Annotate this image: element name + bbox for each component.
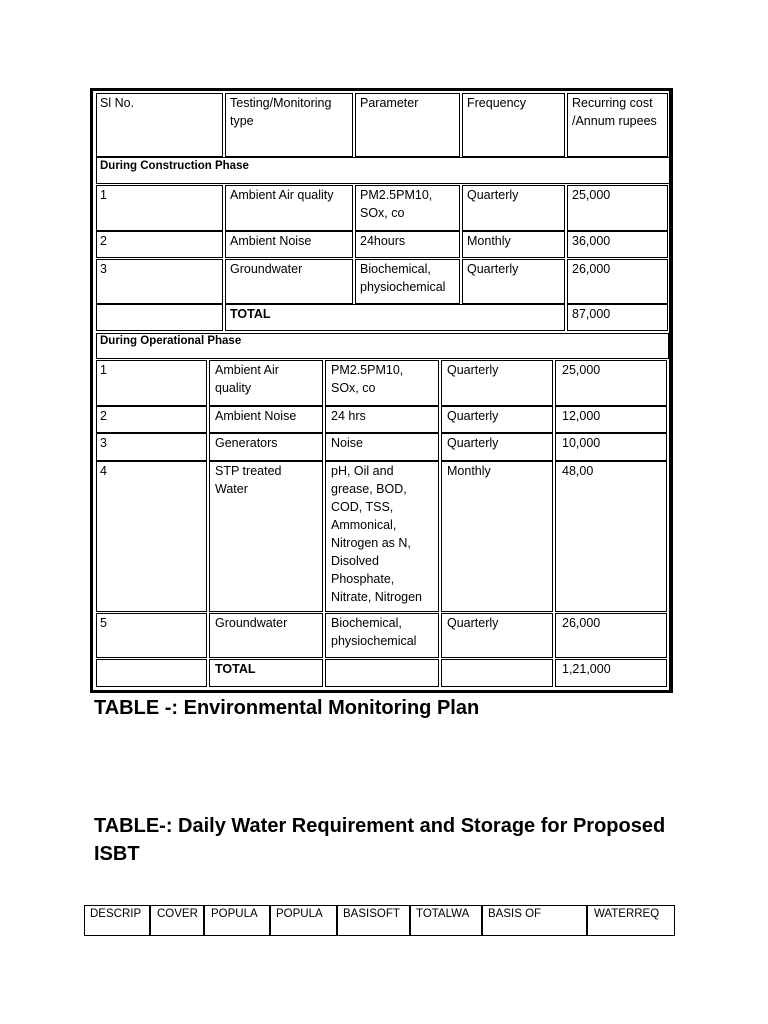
c3-sl: 3	[100, 262, 107, 276]
o1-cost: 25,000	[562, 363, 601, 377]
c1-freq: Quarterly	[467, 188, 519, 202]
construction-total-value: 87,000	[572, 307, 611, 321]
table-cell	[555, 461, 667, 612]
operational-total-label: TOTAL	[215, 662, 256, 676]
water-header-waterreq: WATERREQ	[594, 908, 660, 920]
operational-phase-label: During Operational Phase	[100, 335, 242, 347]
o4-sl: 4	[100, 464, 107, 478]
o1-freq: Quarterly	[447, 363, 499, 377]
c3-freq: Quarterly	[467, 262, 519, 276]
c2-freq: Monthly	[467, 234, 511, 248]
table-row	[96, 304, 223, 331]
c1-sl: 1	[100, 188, 107, 202]
header-frequency: Frequency	[467, 96, 527, 110]
table-row	[96, 231, 223, 258]
caption-water-requirement-line1: TABLE-: Daily Water Requirement and Storage for Proposed	[94, 815, 666, 837]
construction-total-label: TOTAL	[230, 307, 271, 321]
construction-phase-label: During Construction Phase	[100, 160, 249, 172]
o4-type: STP treated Water	[215, 464, 282, 496]
caption-water-requirement-line2: ISBT	[94, 843, 140, 865]
water-header-popula-1: POPULA	[211, 908, 258, 920]
table-row	[96, 406, 207, 433]
table-cell	[441, 659, 553, 687]
header-cost: Recurring cost /Annum rupees	[572, 96, 657, 128]
o5-param: Biochemical, physiochemical	[331, 616, 417, 648]
o4-param: pH, Oil and grease, BOD, COD, TSS, Ammonical, Nitrogen as N, Disolved Phosphate, Nitrate, Nitrogen	[331, 464, 423, 604]
o1-type: Ambient Air quality	[215, 363, 279, 395]
table-top-border	[90, 88, 673, 91]
table-row	[96, 360, 207, 406]
table-row	[96, 185, 223, 231]
water-header-descrip: DESCRIP	[90, 908, 142, 920]
table-left-border	[90, 88, 93, 693]
o5-type: Groundwater	[215, 616, 288, 630]
c3-type: Groundwater	[230, 262, 303, 276]
o1-sl: 1	[100, 363, 107, 377]
o4-freq: Monthly	[447, 464, 491, 478]
o2-freq: Quarterly	[447, 409, 499, 423]
o4-cost: 48,00	[562, 464, 594, 478]
o2-sl: 2	[100, 409, 107, 423]
c1-type: Ambient Air quality	[230, 188, 334, 202]
caption-environmental-monitoring-plan: TABLE -: Environmental Monitoring Plan	[94, 697, 480, 719]
o5-cost: 26,000	[562, 616, 601, 630]
table-bottom-border	[90, 690, 673, 693]
table-cell	[225, 304, 565, 331]
c3-param: Biochemical, physiochemical	[360, 262, 446, 294]
c2-cost: 36,000	[572, 234, 611, 248]
table-row	[96, 259, 223, 304]
o2-type: Ambient Noise	[215, 409, 297, 423]
water-header-basisoft: BASISOFT	[343, 908, 400, 920]
header-slno: Sl No.	[100, 96, 135, 110]
table-cell	[325, 659, 439, 687]
table-row	[96, 433, 207, 461]
table-row	[96, 659, 207, 687]
header-type: Testing/Monitoring type	[230, 96, 332, 128]
o3-sl: 3	[100, 436, 107, 450]
table-row	[96, 613, 207, 658]
o3-cost: 10,000	[562, 436, 601, 450]
operational-total-value: 1,21,000	[562, 662, 611, 676]
c2-sl: 2	[100, 234, 107, 248]
o5-freq: Quarterly	[447, 616, 499, 630]
c1-param: PM2.5PM10, SOx, co	[360, 188, 433, 220]
header-parameter: Parameter	[360, 96, 419, 110]
c3-cost: 26,000	[572, 262, 611, 276]
c2-type: Ambient Noise	[230, 234, 312, 248]
c1-cost: 25,000	[572, 188, 611, 202]
water-header-popula-2: POPULA	[276, 908, 323, 920]
o3-param: Noise	[331, 436, 363, 450]
o3-type: Generators	[215, 436, 278, 450]
o5-sl: 5	[100, 616, 107, 630]
o2-cost: 12,000	[562, 409, 601, 423]
water-header-basis-of: BASIS OF	[488, 908, 542, 920]
o2-param: 24 hrs	[331, 409, 366, 423]
water-header-cover: COVER	[157, 908, 198, 920]
o1-param: PM2.5PM10, SOx, co	[331, 363, 404, 395]
o3-freq: Quarterly	[447, 436, 499, 450]
table-row	[96, 461, 207, 612]
water-header-totalwa: TOTALWA	[416, 908, 470, 920]
c2-param: 24hours	[360, 234, 406, 248]
table-cell	[441, 461, 553, 612]
